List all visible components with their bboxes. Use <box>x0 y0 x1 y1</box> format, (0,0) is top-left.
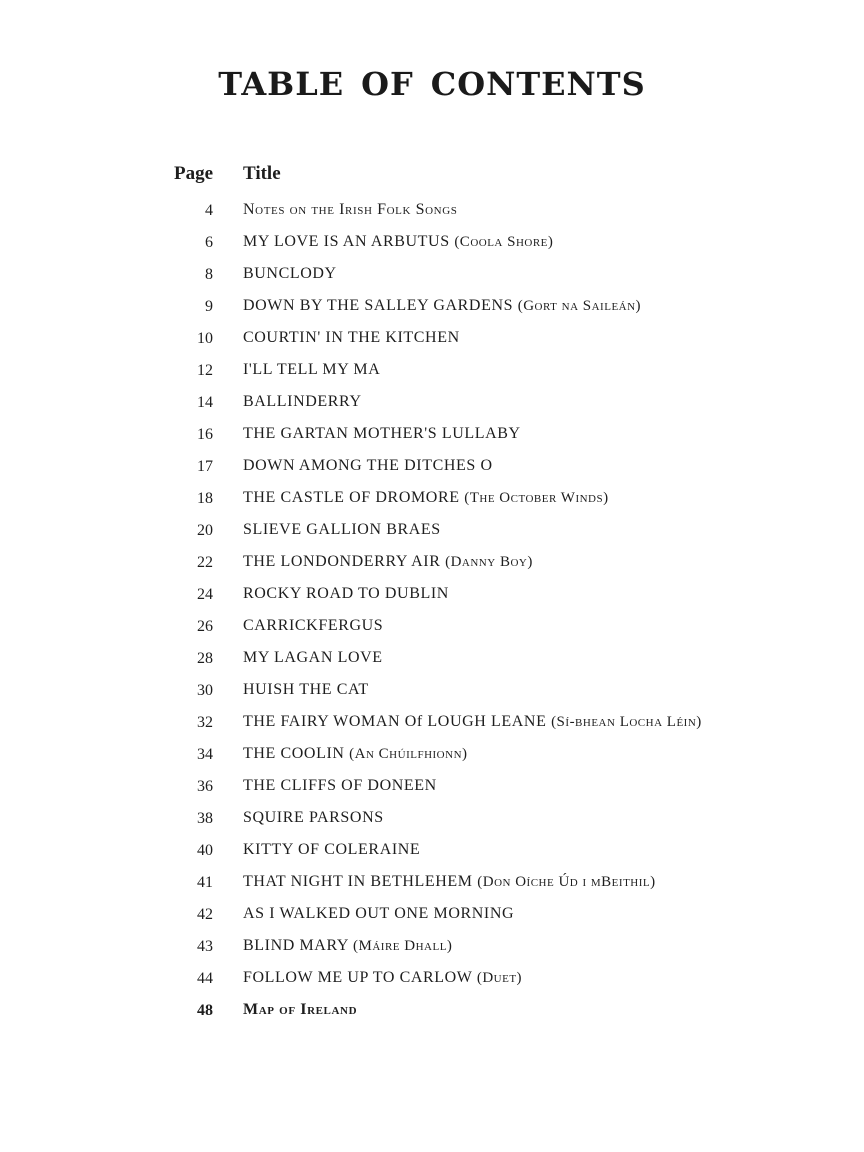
toc-page-number: 12 <box>197 362 213 379</box>
column-headers <box>0 163 864 189</box>
toc-title-text: THE COOLIN <box>243 745 345 762</box>
toc-page-number: 38 <box>197 810 213 827</box>
toc-page-number: 17 <box>197 458 213 475</box>
toc-title <box>243 745 468 763</box>
toc-entry <box>0 932 864 964</box>
toc-title <box>243 457 493 475</box>
toc-subtitle: (Gort na Saileán) <box>517 298 642 314</box>
toc-title-text: THAT NIGHT IN BETHLEHEM <box>243 873 473 890</box>
toc-title-text: COURTIN' IN THE KITCHEN <box>243 329 460 346</box>
toc-title <box>243 809 384 827</box>
toc-title-text: Notes on the Irish Folk Songs <box>243 201 458 218</box>
toc-title <box>243 905 514 923</box>
toc-title-text: THE CLIFFS OF DONEEN <box>243 777 437 794</box>
toc-entry <box>0 900 864 932</box>
toc-page-number: 18 <box>197 490 213 507</box>
toc-entry <box>0 612 864 644</box>
toc-title <box>243 425 521 443</box>
toc-title <box>243 873 656 891</box>
toc-entry <box>0 484 864 516</box>
toc-page-number: 32 <box>197 714 213 731</box>
toc-entry <box>0 772 864 804</box>
toc-title <box>243 521 441 539</box>
toc-subtitle: (Duet) <box>476 970 523 986</box>
toc-title-text: SQUIRE PARSONS <box>243 809 384 826</box>
toc-title <box>243 489 609 507</box>
toc-title <box>243 585 449 603</box>
toc-title-text: FOLLOW ME UP TO CARLOW <box>243 969 473 986</box>
toc-title <box>243 937 452 955</box>
toc-title <box>243 649 383 667</box>
toc-title-text: BLIND MARY <box>243 937 349 954</box>
toc-title <box>243 361 380 379</box>
toc-subtitle: (Sí-bhean Locha Léin) <box>551 714 702 730</box>
toc-page-number: 9 <box>205 298 213 315</box>
toc-title-text: BUNCLODY <box>243 265 337 282</box>
toc-page-number: 4 <box>205 202 213 219</box>
toc-title-text: DOWN BY THE SALLEY GARDENS <box>243 297 514 314</box>
toc-title-text: CARRICKFERGUS <box>243 617 384 634</box>
toc-title-text: ROCKY ROAD TO DUBLIN <box>243 585 449 602</box>
toc-title-text: Map of Ireland <box>243 1001 358 1018</box>
toc-title-text: DOWN AMONG THE DITCHES O <box>243 457 493 474</box>
toc-page-number: 41 <box>197 874 213 891</box>
toc-title <box>243 713 702 731</box>
toc-entry <box>0 708 864 740</box>
toc-title-text: I'LL TELL MY MA <box>243 361 381 378</box>
toc-subtitle: (Coola Shore) <box>454 234 554 250</box>
toc-subtitle: (Don Oíche Úd i mBeithil) <box>477 874 656 890</box>
toc-page-number: 8 <box>205 266 213 283</box>
toc-page-number: 10 <box>197 330 213 347</box>
toc-page-number: 34 <box>197 746 213 763</box>
toc-entry <box>0 228 864 260</box>
toc-title <box>243 617 383 635</box>
toc-page-number: 40 <box>197 842 213 859</box>
toc-subtitle: (Máire Dhall) <box>353 938 453 954</box>
toc-title-text: MY LAGAN LOVE <box>243 649 383 666</box>
toc-title <box>243 265 337 283</box>
toc-entry <box>0 548 864 580</box>
toc-title <box>243 329 460 347</box>
toc-title <box>243 233 553 251</box>
toc-entry <box>0 580 864 612</box>
toc-page-number: 20 <box>197 522 213 539</box>
toc-entry <box>0 420 864 452</box>
toc-title-text: THE FAIRY WOMAN Of LOUGH LEANE <box>243 713 547 730</box>
toc-subtitle: (An Chúilfhionn) <box>349 746 468 762</box>
toc-title <box>243 553 533 571</box>
toc-page-number: 44 <box>197 970 213 987</box>
toc-title-text: THE LONDONDERRY AIR <box>243 553 441 570</box>
toc-title-text: THE CASTLE OF DROMORE <box>243 489 460 506</box>
toc-page-number: 48 <box>197 1002 213 1019</box>
toc-subtitle: (The October Winds) <box>464 490 609 506</box>
toc-title-text: HUISH THE CAT <box>243 681 369 698</box>
toc-page-number: 22 <box>197 554 213 571</box>
toc-entry <box>0 836 864 868</box>
toc-title-text: SLIEVE GALLION BRAES <box>243 521 441 538</box>
toc-page-number: 26 <box>197 618 213 635</box>
title-column-header: Title <box>243 163 281 184</box>
page-column-header: Page <box>174 163 214 184</box>
toc-title <box>243 841 420 859</box>
toc-page-number: 42 <box>197 906 213 923</box>
toc-title <box>243 393 362 411</box>
toc-entry <box>0 516 864 548</box>
toc-list <box>0 196 864 1028</box>
toc-subtitle: (Danny Boy) <box>445 554 533 570</box>
toc-page-number: 16 <box>197 426 213 443</box>
toc-entry <box>0 388 864 420</box>
toc-title-text: AS I WALKED OUT ONE MORNING <box>243 905 515 922</box>
page-title: table of contents <box>218 52 646 106</box>
toc-entry <box>0 452 864 484</box>
toc-entry <box>0 740 864 772</box>
toc-title-text: KITTY OF COLERAINE <box>243 841 421 858</box>
toc-title <box>243 681 369 699</box>
toc-title <box>243 297 641 315</box>
toc-entry <box>0 804 864 836</box>
toc-page-number: 36 <box>197 778 213 795</box>
toc-title <box>243 969 522 987</box>
toc-title <box>243 1001 357 1019</box>
toc-entry <box>0 676 864 708</box>
toc-entry <box>0 868 864 900</box>
toc-title-text: BALLINDERRY <box>243 393 362 410</box>
toc-entry <box>0 644 864 676</box>
toc-page-number: 24 <box>197 586 213 603</box>
toc-title <box>243 201 457 219</box>
toc-page-number: 43 <box>197 938 213 955</box>
toc-page-number: 28 <box>197 650 213 667</box>
toc-entry <box>0 964 864 996</box>
toc-title-text: MY LOVE IS AN ARBUTUS <box>243 233 450 250</box>
toc-page-number: 6 <box>205 234 213 251</box>
toc-entry <box>0 292 864 324</box>
toc-page-number: 14 <box>197 394 213 411</box>
toc-page-number: 30 <box>197 682 213 699</box>
toc-entry <box>0 196 864 228</box>
toc-title-text: THE GARTAN MOTHER'S LULLABY <box>243 425 521 442</box>
toc-entry <box>0 356 864 388</box>
toc-entry <box>0 260 864 292</box>
toc-entry <box>0 324 864 356</box>
toc-title <box>243 777 437 795</box>
toc-entry <box>0 996 864 1028</box>
